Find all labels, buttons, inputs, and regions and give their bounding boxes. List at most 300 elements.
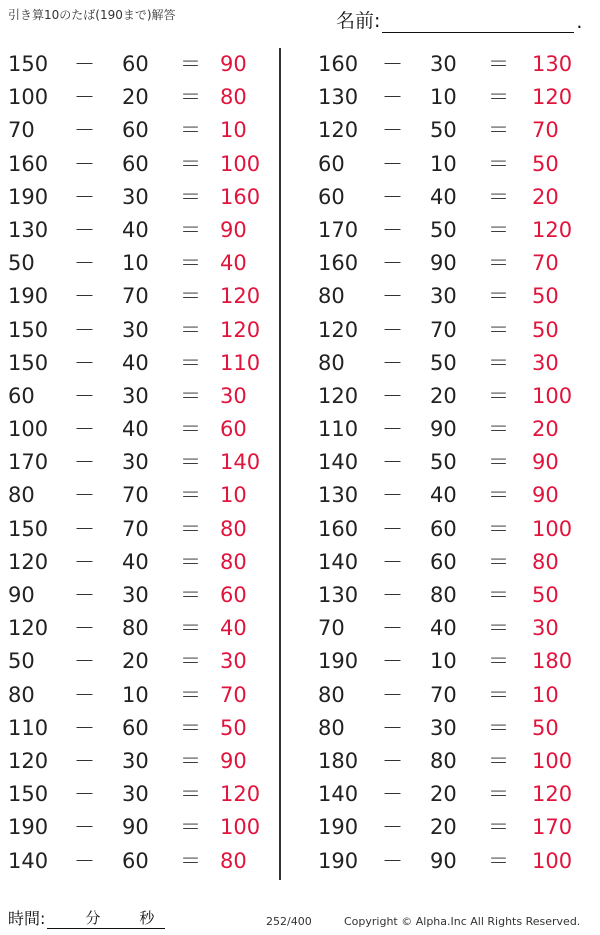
answer: 50	[532, 317, 559, 342]
minus-sign: －	[382, 649, 403, 674]
answer: 50	[532, 284, 559, 309]
answer: 160	[220, 184, 261, 209]
minuend: 120	[8, 549, 49, 574]
minus-sign: －	[74, 682, 95, 707]
minus-sign: －	[382, 815, 403, 840]
subtrahend: 50	[430, 450, 457, 475]
answer: 50	[532, 715, 559, 740]
minuend: 150	[8, 782, 49, 807]
minuend: 150	[8, 350, 49, 375]
answer: 60	[220, 583, 247, 607]
minus-sign: －	[382, 383, 403, 408]
minus-sign: －	[382, 52, 403, 76]
time-label: 時間:	[8, 909, 46, 928]
name-label: 名前:	[336, 10, 381, 32]
subtrahend: 60	[122, 715, 149, 740]
subtrahend: 60	[122, 52, 149, 76]
minus-sign: －	[74, 483, 95, 508]
problem-row	[0, 48, 290, 81]
subtrahend: 50	[430, 217, 457, 242]
minus-sign: －	[382, 251, 403, 276]
minuend: 50	[8, 251, 35, 276]
minus-sign: －	[74, 782, 95, 807]
equals-sign: ＝	[488, 483, 509, 508]
column-divider	[279, 48, 281, 880]
answer: 30	[532, 616, 559, 641]
minuend: 190	[8, 284, 49, 309]
answer: 120	[532, 85, 573, 110]
equals-sign: ＝	[180, 848, 201, 873]
minuend: 80	[8, 682, 35, 707]
subtrahend: 70	[430, 682, 457, 707]
name-blank-line	[382, 12, 574, 33]
problem-row	[300, 546, 590, 579]
problem-row	[300, 479, 590, 512]
time-field	[8, 906, 165, 929]
equals-sign: ＝	[180, 616, 201, 641]
equals-sign: ＝	[488, 184, 509, 209]
subtrahend: 10	[122, 251, 149, 276]
minus-sign: －	[74, 715, 95, 740]
minus-sign: －	[382, 118, 403, 143]
answer: 70	[532, 251, 559, 276]
subtrahend: 30	[122, 383, 149, 408]
problem-row	[0, 148, 290, 181]
equals-sign: ＝	[180, 549, 201, 574]
problem-row	[300, 745, 590, 778]
answer: 80	[220, 85, 247, 110]
subtrahend: 40	[430, 483, 457, 508]
minus-sign: －	[74, 52, 95, 76]
problem-row	[0, 712, 290, 745]
minuend: 190	[8, 184, 49, 209]
minuend: 120	[8, 748, 49, 773]
answer: 100	[220, 151, 261, 176]
minus-sign: －	[382, 516, 403, 541]
equals-sign: ＝	[180, 350, 201, 375]
answer: 10	[220, 483, 247, 508]
problem-row	[0, 214, 290, 247]
minuend: 140	[318, 450, 359, 475]
subtrahend: 80	[430, 748, 457, 773]
answer: 50	[532, 151, 559, 176]
minus-sign: －	[382, 782, 403, 807]
equals-sign: ＝	[488, 251, 509, 276]
minus-sign: －	[74, 85, 95, 110]
subtrahend: 30	[122, 748, 149, 773]
minus-sign: －	[74, 450, 95, 475]
minus-sign: －	[382, 217, 403, 242]
subtrahend: 50	[430, 118, 457, 143]
problem-row	[300, 645, 590, 678]
answer: 140	[220, 450, 261, 475]
problem-row	[300, 214, 590, 247]
problem-row	[0, 778, 290, 811]
equals-sign: ＝	[180, 317, 201, 342]
subtrahend: 30	[122, 184, 149, 209]
answer: 100	[532, 383, 573, 408]
minuend: 150	[8, 516, 49, 541]
subtrahend: 90	[430, 417, 457, 442]
subtrahend: 70	[122, 284, 149, 309]
subtrahend: 30	[430, 284, 457, 309]
subtrahend: 10	[430, 649, 457, 674]
minus-sign: －	[382, 350, 403, 375]
problem-row	[0, 546, 290, 579]
equals-sign: ＝	[180, 85, 201, 110]
equals-sign: ＝	[488, 217, 509, 242]
answer: 130	[532, 52, 573, 76]
minus-sign: －	[382, 151, 403, 176]
minuend: 120	[318, 118, 359, 143]
minuend: 150	[8, 317, 49, 342]
equals-sign: ＝	[180, 516, 201, 541]
subtrahend: 40	[430, 184, 457, 209]
answer: 90	[220, 748, 247, 773]
equals-sign: ＝	[180, 284, 201, 309]
equals-sign: ＝	[180, 649, 201, 674]
minus-sign: －	[74, 516, 95, 541]
equals-sign: ＝	[180, 118, 201, 143]
problem-row	[0, 347, 290, 380]
minus-sign: －	[74, 151, 95, 176]
equals-sign: ＝	[488, 85, 509, 110]
equals-sign: ＝	[488, 151, 509, 176]
problem-row	[300, 778, 590, 811]
subtrahend: 40	[122, 417, 149, 442]
subtrahend: 20	[122, 649, 149, 674]
problem-row	[0, 181, 290, 214]
minuend: 130	[318, 85, 359, 110]
answer: 80	[220, 549, 247, 574]
problem-row	[300, 380, 590, 413]
subtrahend: 30	[122, 583, 149, 607]
minus-sign: －	[382, 848, 403, 873]
minus-sign: －	[74, 284, 95, 309]
equals-sign: ＝	[488, 715, 509, 740]
equals-sign: ＝	[488, 284, 509, 309]
subtrahend: 40	[122, 350, 149, 375]
minus-sign: －	[74, 118, 95, 143]
minuend: 190	[318, 815, 359, 840]
answer: 100	[532, 848, 573, 873]
subtrahend: 10	[430, 85, 457, 110]
minus-sign: －	[382, 748, 403, 773]
minus-sign: －	[74, 251, 95, 276]
problem-row	[0, 446, 290, 479]
minus-sign: －	[382, 715, 403, 740]
minuend: 60	[318, 184, 345, 209]
minus-sign: －	[382, 450, 403, 475]
minus-sign: －	[74, 848, 95, 873]
equals-sign: ＝	[488, 815, 509, 840]
equals-sign: ＝	[488, 450, 509, 475]
equals-sign: ＝	[488, 383, 509, 408]
minuend: 100	[8, 85, 49, 110]
subtrahend: 90	[122, 815, 149, 840]
equals-sign: ＝	[180, 52, 201, 76]
subtrahend: 20	[430, 815, 457, 840]
answer: 100	[532, 748, 573, 773]
minuend: 70	[8, 118, 35, 143]
equals-sign: ＝	[180, 483, 201, 508]
subtrahend: 70	[122, 483, 149, 508]
page-number: 252/400	[266, 915, 312, 928]
equals-sign: ＝	[180, 782, 201, 807]
minus-sign: －	[382, 682, 403, 707]
name-field	[336, 6, 582, 33]
minus-sign: －	[74, 383, 95, 408]
minuend: 80	[318, 284, 345, 309]
problem-row	[300, 513, 590, 546]
minuend: 180	[318, 748, 359, 773]
minuend: 110	[8, 715, 49, 740]
problem-row	[300, 679, 590, 712]
problem-row	[300, 712, 590, 745]
subtrahend: 20	[430, 383, 457, 408]
answer: 30	[220, 383, 247, 408]
answer: 40	[220, 616, 247, 641]
answer: 20	[532, 417, 559, 442]
problem-row	[0, 645, 290, 678]
problem-row	[300, 579, 590, 612]
minuend: 190	[318, 649, 359, 674]
equals-sign: ＝	[488, 848, 509, 873]
problem-row	[300, 280, 590, 313]
problem-row	[300, 181, 590, 214]
equals-sign: ＝	[488, 118, 509, 143]
minus-sign: －	[382, 549, 403, 574]
minuend: 80	[318, 715, 345, 740]
subtrahend: 60	[122, 151, 149, 176]
minus-sign: －	[74, 317, 95, 342]
subtrahend: 40	[122, 549, 149, 574]
problem-row	[0, 579, 290, 612]
problem-row	[0, 679, 290, 712]
equals-sign: ＝	[488, 748, 509, 773]
name-end-dot: .	[576, 11, 583, 33]
minus-sign: －	[74, 417, 95, 442]
minuend: 140	[318, 782, 359, 807]
minuend: 160	[318, 251, 359, 276]
problem-row	[0, 247, 290, 280]
left-problem-column	[0, 48, 290, 878]
equals-sign: ＝	[488, 583, 509, 607]
subtrahend: 30	[122, 782, 149, 807]
equals-sign: ＝	[180, 217, 201, 242]
seconds-label: 秒	[139, 909, 155, 927]
subtrahend: 50	[430, 350, 457, 375]
equals-sign: ＝	[180, 383, 201, 408]
answer: 90	[532, 483, 559, 508]
answer: 40	[220, 251, 247, 276]
equals-sign: ＝	[488, 417, 509, 442]
minus-sign: －	[382, 85, 403, 110]
equals-sign: ＝	[488, 52, 509, 76]
subtrahend: 40	[122, 217, 149, 242]
equals-sign: ＝	[488, 317, 509, 342]
equals-sign: ＝	[488, 616, 509, 641]
minuend: 60	[8, 383, 35, 408]
answer: 120	[220, 284, 261, 309]
minuend: 140	[8, 848, 49, 873]
minus-sign: －	[74, 549, 95, 574]
problem-row	[300, 114, 590, 147]
equals-sign: ＝	[180, 815, 201, 840]
minuend: 190	[8, 815, 49, 840]
answer: 30	[220, 649, 247, 674]
problem-row	[0, 612, 290, 645]
answer: 70	[532, 118, 559, 143]
answer: 80	[220, 516, 247, 541]
problem-row	[0, 114, 290, 147]
minuend: 70	[318, 616, 345, 641]
subtrahend: 60	[430, 549, 457, 574]
answer: 20	[532, 184, 559, 209]
minus-sign: －	[74, 815, 95, 840]
subtrahend: 20	[122, 85, 149, 110]
minuend: 120	[8, 616, 49, 641]
answer: 50	[220, 715, 247, 740]
problem-row	[0, 81, 290, 114]
equals-sign: ＝	[180, 151, 201, 176]
equals-sign: ＝	[488, 782, 509, 807]
problem-row	[300, 247, 590, 280]
minuend: 130	[318, 583, 359, 607]
minuend: 150	[8, 52, 49, 76]
answer: 90	[220, 52, 247, 76]
minuend: 170	[8, 450, 49, 475]
equals-sign: ＝	[180, 450, 201, 475]
minuend: 120	[318, 383, 359, 408]
problem-row	[0, 811, 290, 844]
equals-sign: ＝	[180, 583, 201, 607]
copyright-text: Copyright © Alpha.Inc All Rights Reserved.	[344, 915, 581, 928]
minuend: 80	[318, 350, 345, 375]
minuend: 140	[318, 549, 359, 574]
subtrahend: 30	[430, 715, 457, 740]
subtrahend: 10	[122, 682, 149, 707]
minuend: 80	[8, 483, 35, 508]
minuend: 80	[318, 682, 345, 707]
minuend: 110	[318, 417, 359, 442]
equals-sign: ＝	[488, 682, 509, 707]
problem-row	[0, 380, 290, 413]
answer: 10	[220, 118, 247, 143]
right-problem-column	[300, 48, 590, 878]
problem-row	[0, 845, 290, 878]
minus-sign: －	[382, 616, 403, 641]
minuend: 50	[8, 649, 35, 674]
subtrahend: 30	[122, 317, 149, 342]
minus-sign: －	[382, 284, 403, 309]
subtrahend: 90	[430, 251, 457, 276]
subtrahend: 20	[430, 782, 457, 807]
minus-sign: －	[382, 417, 403, 442]
problem-row	[0, 479, 290, 512]
minuend: 160	[318, 516, 359, 541]
subtrahend: 10	[430, 151, 457, 176]
minutes-label: 分	[85, 909, 101, 927]
answer: 50	[532, 583, 559, 607]
minus-sign: －	[74, 583, 95, 607]
answer: 120	[220, 782, 261, 807]
problem-row	[300, 612, 590, 645]
subtrahend: 30	[122, 450, 149, 475]
time-blank-line	[47, 908, 165, 929]
answer: 120	[220, 317, 261, 342]
problem-row	[300, 446, 590, 479]
answer: 10	[532, 682, 559, 707]
problem-row	[300, 811, 590, 844]
minuend: 190	[318, 848, 359, 873]
equals-sign: ＝	[180, 251, 201, 276]
minuend: 120	[318, 317, 359, 342]
problem-row	[0, 745, 290, 778]
equals-sign: ＝	[488, 350, 509, 375]
problem-row	[300, 148, 590, 181]
equals-sign: ＝	[180, 748, 201, 773]
subtrahend: 60	[122, 848, 149, 873]
equals-sign: ＝	[488, 549, 509, 574]
minuend: 100	[8, 417, 49, 442]
equals-sign: ＝	[180, 715, 201, 740]
problem-row	[300, 314, 590, 347]
answer: 100	[220, 815, 261, 840]
problem-row	[300, 81, 590, 114]
answer: 90	[220, 217, 247, 242]
answer: 30	[532, 350, 559, 375]
equals-sign: ＝	[180, 682, 201, 707]
answer: 100	[532, 516, 573, 541]
equals-sign: ＝	[488, 649, 509, 674]
minuend: 160	[318, 52, 359, 76]
answer: 120	[532, 782, 573, 807]
problem-row	[300, 413, 590, 446]
minus-sign: －	[74, 649, 95, 674]
problem-row	[300, 48, 590, 81]
answer: 80	[220, 848, 247, 873]
problem-row	[0, 413, 290, 446]
minus-sign: －	[74, 748, 95, 773]
answer: 120	[532, 217, 573, 242]
minuend: 130	[318, 483, 359, 508]
subtrahend: 60	[122, 118, 149, 143]
worksheet-title: 引き算10のたば(190まで)解答	[8, 8, 176, 22]
subtrahend: 70	[122, 516, 149, 541]
minuend: 90	[8, 583, 35, 607]
minus-sign: －	[382, 483, 403, 508]
minuend: 160	[8, 151, 49, 176]
problem-row	[0, 280, 290, 313]
problem-row	[0, 314, 290, 347]
minus-sign: －	[74, 616, 95, 641]
answer: 70	[220, 682, 247, 707]
equals-sign: ＝	[488, 516, 509, 541]
answer: 180	[532, 649, 573, 674]
answer: 110	[220, 350, 261, 375]
problem-row	[0, 513, 290, 546]
minus-sign: －	[382, 583, 403, 607]
subtrahend: 60	[430, 516, 457, 541]
minus-sign: －	[382, 184, 403, 209]
subtrahend: 40	[430, 616, 457, 641]
minuend: 170	[318, 217, 359, 242]
minus-sign: －	[74, 217, 95, 242]
equals-sign: ＝	[180, 184, 201, 209]
minus-sign: －	[74, 350, 95, 375]
answer: 80	[532, 549, 559, 574]
